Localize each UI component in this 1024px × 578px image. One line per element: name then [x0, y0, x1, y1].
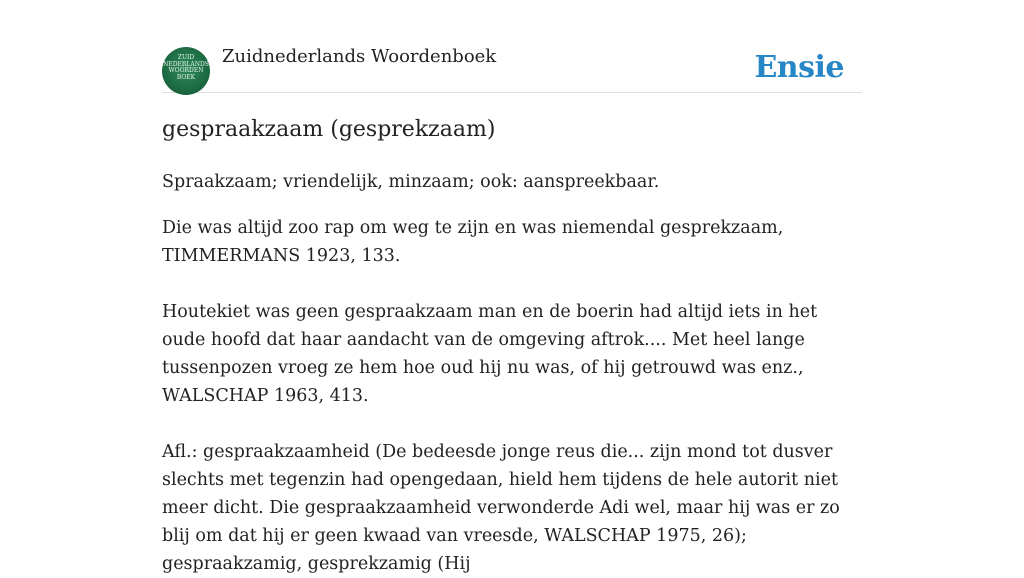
dictionary-logo[interactable]: [162, 47, 210, 95]
dictionary-title-link[interactable]: Zuidnederlands Woordenboek: [222, 46, 497, 67]
entry-paragraph: Houtekiet was geen gespraakzaam man en de boerin had altijd iets in het oude hoofd dat haar aandacht van de omgeving aftrok.... Met heel lange tussenpozen vroeg ze hem hoe oud hij nu was, of hij getrouwd was enz., WALSCHAP 1963, 413.: [162, 302, 818, 406]
logo-text-line: NEDERLANDS: [163, 60, 209, 68]
ensie-brand-link[interactable]: Ensie: [754, 50, 844, 85]
entry-title: gespraakzaam (gesprekzaam): [162, 117, 496, 142]
entry-paragraph: Die was altijd zoo rap om weg te zijn en was niemendal gesprekzaam, TIMMERMANS 1923, 133.: [162, 218, 784, 266]
entry-content: [162, 112, 862, 578]
entry-definition: Spraakzaam; vriendelijk, minzaam; ook: aanspreekbaar.: [162, 172, 660, 192]
logo-text-line: BOEK: [176, 73, 196, 81]
site-header: [162, 44, 862, 93]
entry-paragraph: Afl.: gespraakzaamheid (De bedeesde jonge reus die... zijn mond tot dusver slechts met tegenzin had opengedaan, hield hem tijdens de hele autorit niet meer dicht. Die gespraakzaamheid verwonderde Adi wel, maar hij was er zo blij om dat hij er geen kwaad van vreesde, WALSCHAP 1975, 26); gespraakzamig, gesprekzamig (Hij: [162, 442, 840, 574]
logo-text: [162, 55, 210, 81]
logo-text-line: WOORDEN: [168, 67, 204, 74]
logo-text-line: ZUID: [177, 54, 195, 61]
